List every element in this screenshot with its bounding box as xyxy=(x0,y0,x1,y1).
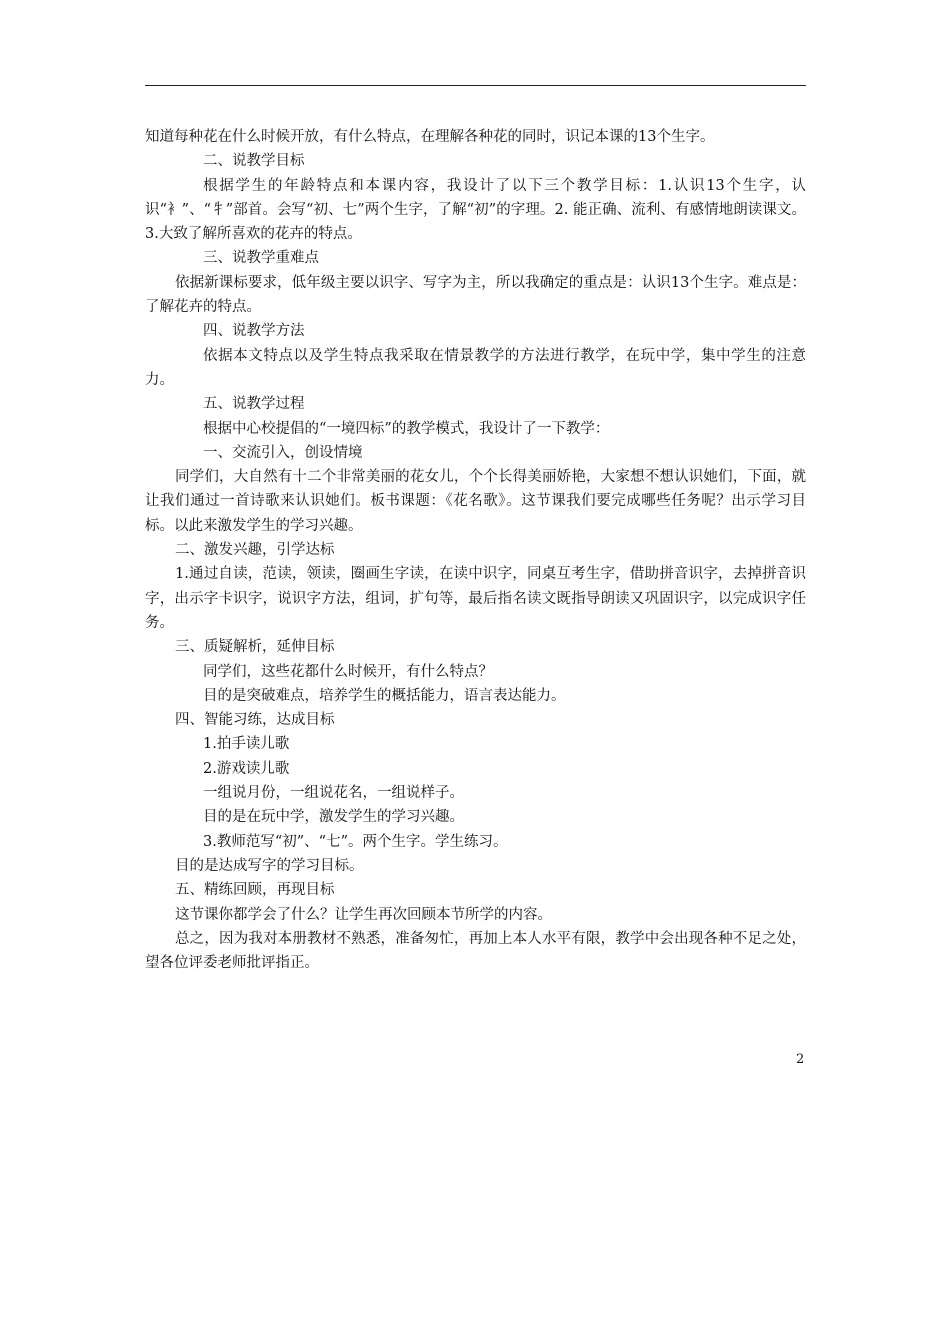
paragraph: 四、说教学方法 xyxy=(203,323,305,340)
paragraph: 依据本文特点以及学生特点我采取在情景教学的方法进行教学，在玩中学，集中学生的注意力。 xyxy=(145,347,806,388)
paragraph: 二、激发兴趣，引学达标 xyxy=(175,542,335,559)
paragraph: 1.拍手读儿歌 xyxy=(203,736,290,753)
paragraph: 知道每种花在什么时候开放，有什么特点，在理解各种花的同时，识记本课的13个生字。 xyxy=(145,129,715,145)
paragraph: 同学们，这些花都什么时候开，有什么特点？ xyxy=(203,663,493,680)
header-rule xyxy=(145,85,806,86)
paragraph: 根据中心校提倡的“一境四标”的教学模式，我设计了一下教学： xyxy=(203,420,610,437)
paragraph: 一组说月份，一组说花名，一组说样子。 xyxy=(203,785,464,802)
paragraph: 五、精练回顾，再现目标 xyxy=(175,882,335,899)
paragraph: 1.通过自读，范读，领读，圈画生字读，在读中识字，同桌互考生字，借助拼音识字，去掉拼音识字，出示字卡识字，说识字方法，组词，扩句等，最后指名读文既指导朗读又巩固识字，以完成识字任务。 xyxy=(145,566,806,631)
paragraph: 这节课你都学会了什么？让学生再次回顾本节所学的内容。 xyxy=(175,906,552,923)
paragraph: 五、说教学过程 xyxy=(203,396,305,413)
paragraph: 三、质疑解析，延伸目标 xyxy=(175,639,335,656)
paragraph: 3.教师范写“初”、“七”。两个生字。学生练习。 xyxy=(203,833,508,850)
page-number: 2 xyxy=(796,1052,805,1067)
paragraph: 总之，因为我对本册教材不熟悉，准备匆忙，再加上本人水平有限，教学中会出现各种不足之处，望各位评委老师批评指正。 xyxy=(145,930,806,972)
paragraph: 二、说教学目标 xyxy=(203,153,305,170)
paragraph: 同学们，大自然有十二个非常美丽的花女儿，个个长得美丽娇艳，大家想不想认识她们，下面，就让我们通过一首诗歌来认识她们。板书课题：《花名歌》。这节课我们要完成哪些任务呢？出示学习目标。以此来激发学生的学习兴趣。 xyxy=(145,469,806,534)
paragraph: 目的是在玩中学，激发学生的学习兴趣。 xyxy=(203,809,464,826)
paragraph: 一、交流引入，创设情境 xyxy=(203,444,363,461)
paragraph: 2.游戏读儿歌 xyxy=(203,760,290,777)
paragraph: 依据新课标要求，低年级主要以识字、写字为主，所以我确定的重点是：认识13个生字。难点是：了解花卉的特点。 xyxy=(145,274,806,316)
paragraph: 三、说教学重难点 xyxy=(203,250,319,267)
paragraph: 目的是达成写字的学习目标。 xyxy=(175,857,364,874)
paragraph: 四、智能习练，达成目标 xyxy=(175,712,335,729)
paragraph: 目的是突破难点，培养学生的概括能力，语言表达能力。 xyxy=(203,687,566,704)
document-body xyxy=(145,125,806,975)
paragraph: 根据学生的年龄特点和本课内容，我设计了以下三个教学目标：1.认识13个生字，认识“衤”、“牜”部首。会写“初、七”两个生字，了解“初”的字理。2. 能正确、流利、有感情地朗读课文。3.大致了解所喜欢的花卉的特点。 xyxy=(145,177,806,243)
